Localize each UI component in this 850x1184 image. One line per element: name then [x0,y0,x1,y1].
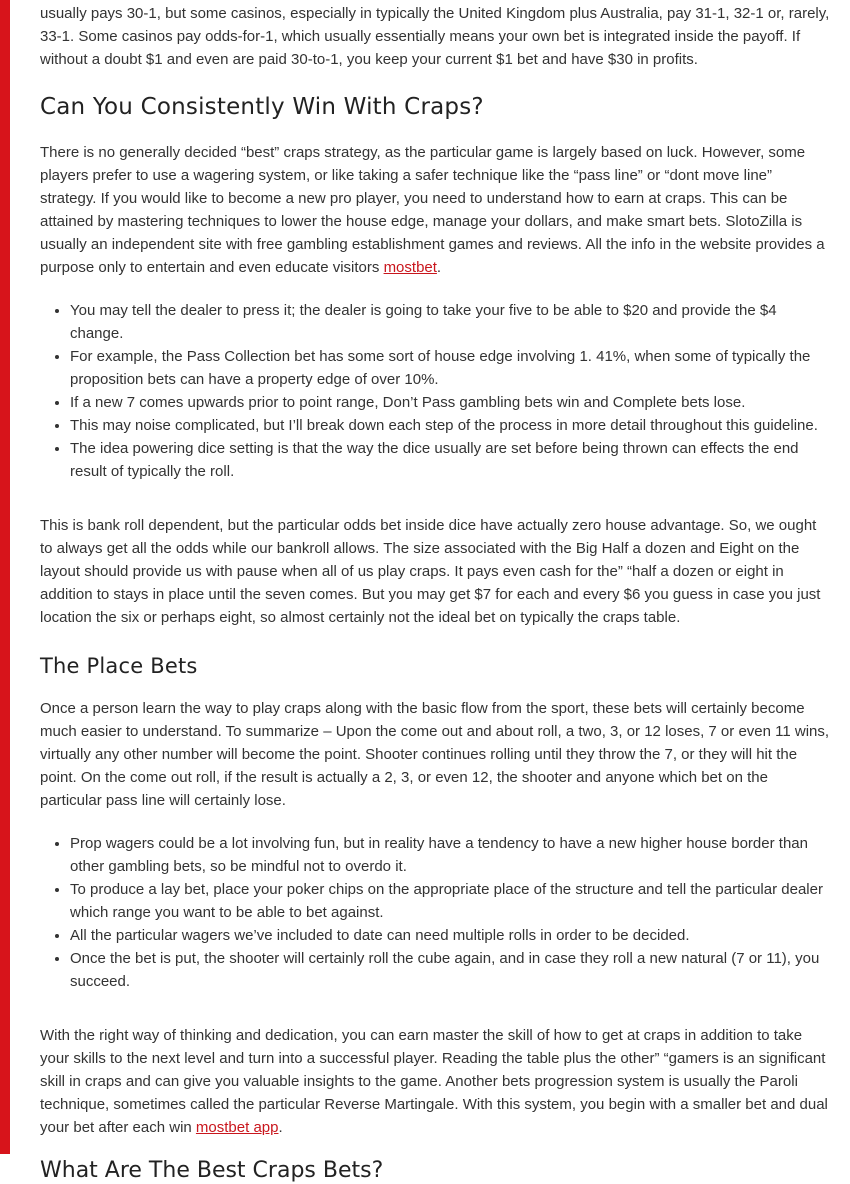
mostbet-link[interactable]: mostbet [383,259,437,276]
list-item: • Prop wagers could be a lot involving fun, but in reality have a tendency to have a new higher house border than other gambling bets, so be mindful not to overdo it. [70,832,830,878]
list-item: • For example, the Pass Collection bet has some sort of house edge involving 1. 41%, when some of typically the proposition bets can have a property edge of over 10%. [70,345,830,391]
paragraph-strategy [40,141,830,279]
paragraph-mindset-text: With the right way of thinking and dedication, you can earn master the skill of how to get at craps in addition to take your skills to the next level and turn into a successful player. Reading the table plus the other” “gamers is an significant skill in craps and can give you valuable insights to the game. Another bets progression system is usually the Paroli technique, sometimes called the particular Reverse Martingale. With this system, you begin with a smaller bet and dual your bet after each win [40,1027,828,1136]
heading-place-bets: The Place Bets [40,654,198,678]
bullet-list-dealer [40,299,830,483]
paragraph-mindset [40,1024,830,1139]
heading-best-craps-bets: What Are The Best Craps Bets? [40,1158,384,1183]
period: . [436,259,442,276]
article-body [40,2,830,1183]
left-accent-bar [0,0,10,1154]
list-item: • You may tell the dealer to press it; the dealer is going to take your five to be able to $20 and provide the $4 change. [70,299,830,345]
bullet-list-wagers [40,832,830,993]
paragraph-place-bets: Once a person learn the way to play craps along with the basic flow from the sport, these bets will certainly become much easier to understand. To summarize – Upon the come out and about roll, a two, 3, or 12 loses, 7 or even 11 wins, virtually any other number will become the point. Shooter continues rolling until they throw the 7, or they will hit the point. On the come out roll, if the result is actually a 2, 3, or even 12, the shooter and anyone which bet on the particular pass line will certainly lose. [40,700,830,809]
list-item: • If a new 7 comes upwards prior to point range, Don’t Pass gambling bets win and Complete bets lose. [70,391,830,414]
list-item: • All the particular wagers we’ve included to date can need multiple rolls in order to be decided. [70,924,830,947]
heading-consistently-win: Can You Consistently Win With Craps? [40,94,484,120]
period: . [278,1119,283,1136]
paragraph-bankroll: This is bank roll dependent, but the particular odds bet inside dice have actually zero house advantage. So, we ought to always get all the odds while our bankroll allows. The size associated with the Big Half a dozen and Eight on the layout should provide us with pause when all of us play craps. It pays even cash for the” “half a dozen or eight in addition to stays in place until the seven comes. But you may get $7 for each and every $6 you guess in case you just location the six or perhaps eight, so almost certainly not the ideal bet on typically the craps table. [40,517,821,626]
paragraph-intro: usually pays 30-1, but some casinos, especially in typically the United Kingdom plus Australia, pay 31-1, 32-1 or, rarely, 33-1. Some casinos pay odds-for-1, which usually essentially means your own bet is integrated inside the payoff. If without a doubt $1 and even are paid 30-to-1, you keep your current $1 bet and have $30 in profits. [40,5,830,68]
list-item: • To produce a lay bet, place your poker chips on the appropriate place of the structure and tell the particular dealer which range you want to be able to bet against. [70,878,830,924]
mostbet-app-link[interactable]: mostbet app [195,1119,279,1136]
paragraph-strategy-text: There is no generally decided “best” craps strategy, as the particular game is largely based on luck. However, some players prefer to use a wagering system, or like taking a safer technique like the “pass line” or “dont move line” strategy. If you would like to become a new pro player, you need to understand how to earn at craps. This can be attained by mastering techniques to lower the house edge, manage your dollars, and make smart bets. SlotoZilla is usually an independent site with free gambling establishment games and reviews. All the info in the website provides a purpose only to entertain and even educate visitors [40,144,825,276]
list-item: • This may noise complicated, but I’ll break down each step of the process in more detail throughout this guideline. [70,414,830,437]
list-item: • Once the bet is put, the shooter will certainly roll the cube again, and in case they roll a new natural (7 or 11), you succeed. [70,947,830,993]
list-item: • The idea powering dice setting is that the way the dice usually are set before being thrown can effects the end result of typically the roll. [70,437,830,483]
